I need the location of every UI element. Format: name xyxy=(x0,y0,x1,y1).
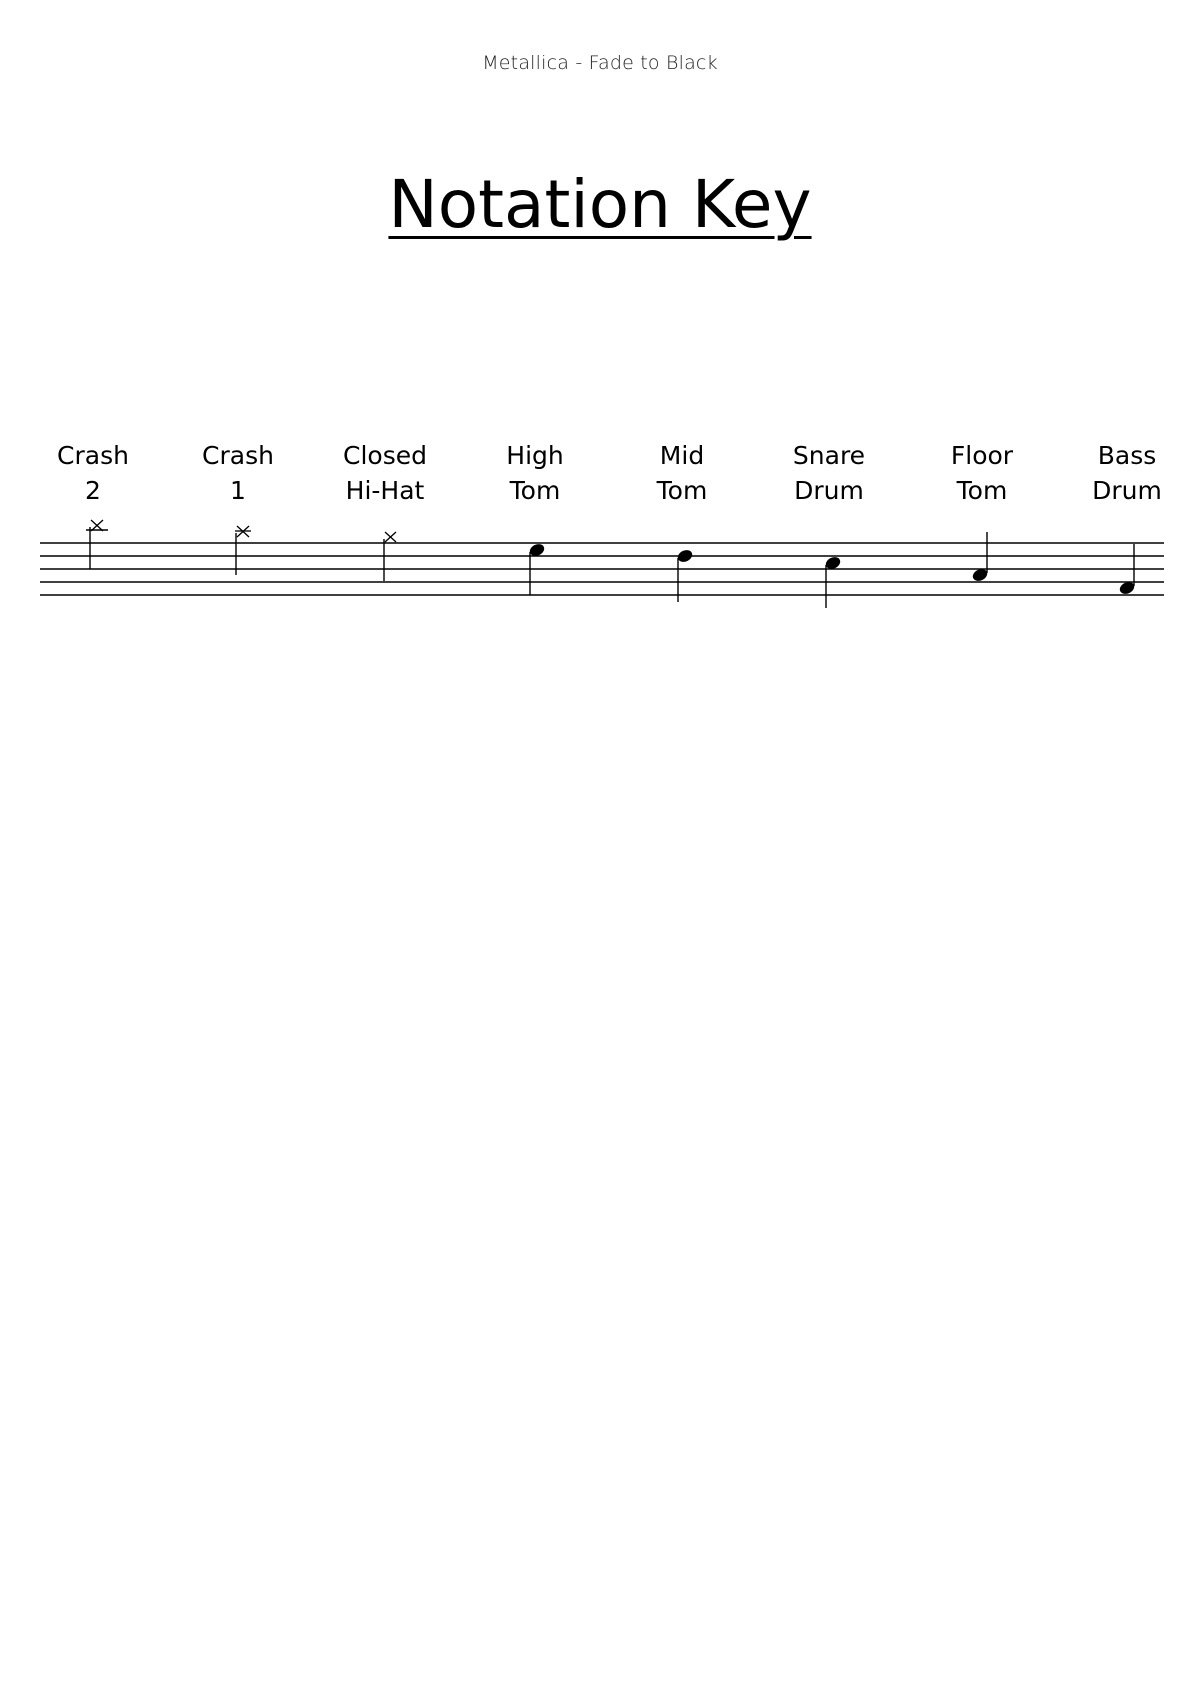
key-label-floor-tom xyxy=(917,438,1047,508)
key-label-snare-drum xyxy=(764,438,894,508)
key-label-line-2: Tom xyxy=(509,476,561,505)
key-label-line-1: Snare xyxy=(792,441,866,470)
key-label-crash-1 xyxy=(173,438,303,508)
key-label-line-2: 2 xyxy=(85,476,101,505)
crash-1-note xyxy=(235,526,251,575)
drum-staff xyxy=(0,510,1200,620)
staff-lines xyxy=(40,543,1164,595)
floor-tom-note xyxy=(971,532,989,583)
key-label-line-1: High xyxy=(506,441,564,470)
key-label-high-tom xyxy=(470,438,600,508)
key-label-line-1: Crash xyxy=(57,441,129,470)
running-header: Metallica - Fade to Black xyxy=(482,52,718,74)
key-label-line-1: Closed xyxy=(343,441,427,470)
key-label-bass-drum xyxy=(1062,438,1192,508)
key-label-line-2: Hi-Hat xyxy=(345,476,425,505)
crash-2-note xyxy=(86,520,108,569)
key-label-line-1: Mid xyxy=(659,441,705,470)
key-label-line-2: Drum xyxy=(794,476,864,505)
key-label-closed-hi-hat xyxy=(320,438,450,508)
page-title xyxy=(0,166,1200,243)
bass-drum-note xyxy=(1118,544,1136,596)
key-label-line-2: Tom xyxy=(956,476,1008,505)
key-label-mid-tom xyxy=(617,438,747,508)
key-label-crash-2 xyxy=(28,438,158,508)
key-label-line-2: Tom xyxy=(656,476,708,505)
mid-tom-note xyxy=(676,548,694,602)
key-label-line-1: Floor xyxy=(950,441,1014,470)
page-title-text: Notation Key xyxy=(388,166,812,243)
key-label-line-1: Bass xyxy=(1097,441,1157,470)
key-label-line-1: Crash xyxy=(202,441,274,470)
key-label-line-2: Drum xyxy=(1092,476,1162,505)
key-label-line-2: 1 xyxy=(230,476,246,505)
